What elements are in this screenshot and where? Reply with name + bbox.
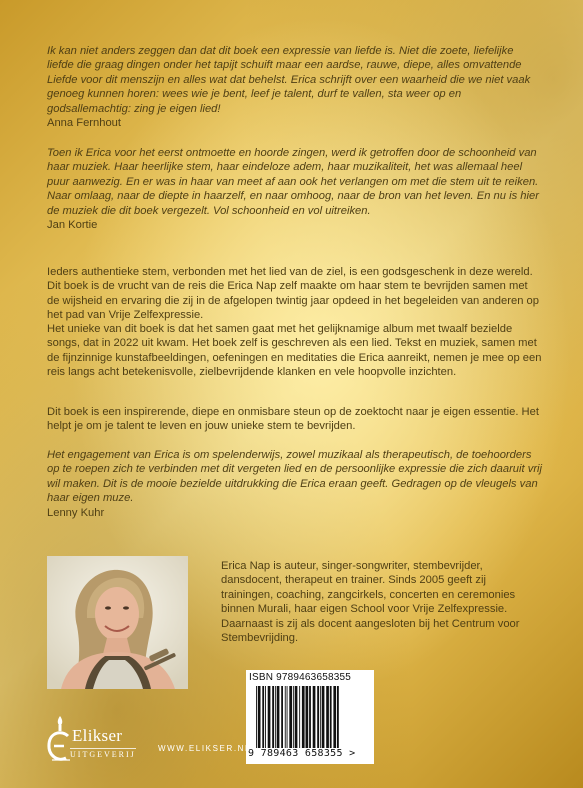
barcode-bar xyxy=(262,686,264,748)
quote-author: Anna Fernhout xyxy=(47,117,122,130)
paragraph-text: Dit boek is een inspirerende, diepe en onmisbare steun op de zoektocht naar je eigen essentie. Het helpt je om je talent te leven en jouw unieke stem te bevrijden. xyxy=(47,406,539,433)
author-bio: Erica Nap is auteur, singer-songwriter, stembevrijder, dansdocent, therapeut en trainer. Sinds 2005 geeft zij trainingen, coaching, zangcirkels, concerten en ceremonies binnen Murali, haar eigen School voor Vrije Zelfexpressie. Daarnaast is zij als docent aangesloten bij het Centrum voor Stembevrijding. xyxy=(221,560,520,645)
barcode-bar xyxy=(285,686,286,748)
barcode-bar xyxy=(299,686,300,748)
quote-author: Lenny Kuhr xyxy=(47,506,105,519)
barcode-bar xyxy=(281,686,283,748)
barcode-bar xyxy=(277,686,280,748)
barcode-bar xyxy=(287,686,288,748)
description-paragraph-2 xyxy=(47,322,543,380)
quote-block-3 xyxy=(47,448,543,520)
quote-author: Jan Kortie xyxy=(47,219,98,232)
barcode-bar xyxy=(289,686,292,748)
publisher-subtitle: UITGEVERIJ xyxy=(70,750,136,759)
barcode-bar xyxy=(275,686,276,748)
publisher-logo xyxy=(44,714,154,774)
paragraph-text: Ieders authentieke stem, verbonden met het lied van de ziel, is een godsgeschenk in deze wereld. Dit boek is de vrucht van de reis die Erica Nap zelf maakte om haar stem te bevrijden samen met de wijsheid en ervaring die zij in de afgelopen twintig jaar opdeed in het begeleiden van anderen op het pad van Vrije Zelfexpressie. xyxy=(47,266,539,322)
barcode-bar xyxy=(295,686,298,748)
barcode-bar xyxy=(258,686,261,748)
barcode-bar xyxy=(306,686,309,748)
quote-block-2 xyxy=(47,146,543,232)
isbn-digits: 9 789463 658355 > xyxy=(248,748,356,759)
barcode-bar xyxy=(337,686,339,748)
quote-text: Ik kan niet anders zeggen dan dat dit boek een expressie van liefde is. Niet die zoete, liefelijke liefde die graag dingen onder het tapijt schuift maar een aardse, rauwe, diepe, alles omvattende Liefde voor dit menszijn en alles wat dat behelst. Erica schrijft over een waarheid die we niet vaak genoeg kunnen horen: wees wie je bent, leef je talent, durf te vallen, sta weer op en godsallemachtig: zing je eigen lied! xyxy=(47,45,531,115)
barcode-bar xyxy=(293,686,294,748)
quote-text: Het engagement van Erica is om spelenderwijs, zowel muzikaal als therapeutisch, de toehoorders op te roepen zich te verbinden met dit vergeten lied en de persoonlijke expressie die zich daaruit vrij wil maken. Dit is de mooie bezielde uitdrukking die Erica eraan geeft. Gedragen op de vleugels van haar eigen muze. xyxy=(47,449,543,505)
barcode-bar xyxy=(322,686,325,748)
author-photo xyxy=(47,556,188,689)
barcode-bar xyxy=(330,686,332,748)
quote-block-1 xyxy=(47,44,543,130)
barcode-bar xyxy=(256,686,257,748)
barcode xyxy=(252,686,368,748)
description-paragraph-1 xyxy=(47,265,543,323)
barcode-bar xyxy=(317,686,319,748)
barcode-bar xyxy=(268,686,271,748)
publisher-emblem-icon xyxy=(44,714,72,766)
barcode-bar xyxy=(265,686,266,748)
publisher-website[interactable]: WWW.ELIKSER.NL xyxy=(158,744,252,753)
barcode-bar xyxy=(326,686,329,748)
barcode-bar xyxy=(313,686,316,748)
barcode-bar xyxy=(309,686,311,748)
quote-text: Toen ik Erica voor het eerst ontmoette en hoorde zingen, werd ik getroffen door de schoonheid van haar muziek. Haar heerlijke stem, haar eindeloze adem, haar muzikaliteit, het was allemaal heel puur aanwezig. En er was in haar van meet af aan ook het verlangen om met die stem uit te reiken. Naar omlaag, naar de diepte in haarzelf, en naar omhoog, naar de bron van het leven. En nu is hier de muziek die dit boek vergezelt. Vol schoonheid en vol uitreiken. xyxy=(47,147,539,217)
publisher-name: Elikser xyxy=(72,726,123,745)
barcode-bar xyxy=(333,686,336,748)
paragraph-text: Het unieke van dit boek is dat het samen gaat met het gelijknamige album met twaalf bezielde songs, dat in 2022 uit kwam. Het boek zelf is geschreven als een lied. Tekst en muziek, samen met de fijnzinnige kunstafbeeldingen, oefeningen en meditaties die Erica aanreikt, nemen je mee op een reis langs acht betekenisvolle, zielbevrijdende klanken en vele hoopvolle inzichten. xyxy=(47,323,542,379)
barcode-bar xyxy=(320,686,321,748)
barcode-bar xyxy=(272,686,274,748)
description-paragraph-3 xyxy=(47,405,543,434)
isbn-label: ISBN 9789463658355 xyxy=(249,672,352,683)
barcode-bar xyxy=(302,686,305,748)
